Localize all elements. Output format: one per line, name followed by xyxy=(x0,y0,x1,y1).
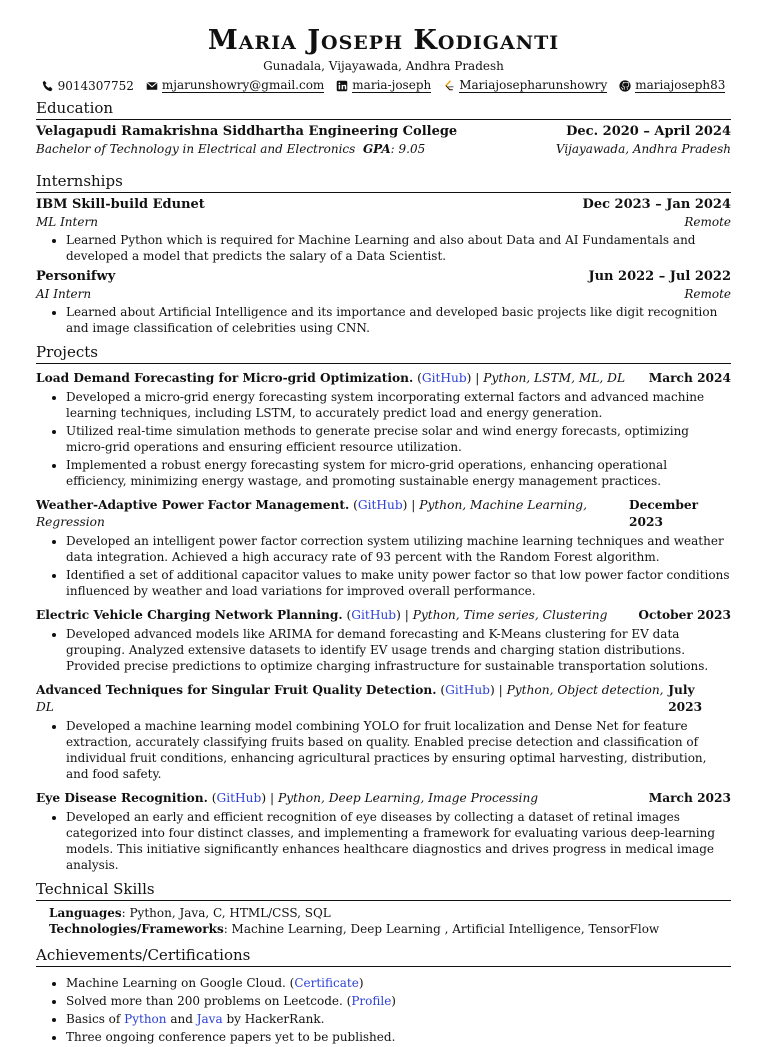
project-tech: Python, LSTM, ML, DL xyxy=(483,371,626,385)
contact-bar xyxy=(36,78,731,94)
github-link[interactable]: mariajoseph83 xyxy=(635,78,726,92)
achievement-text-end: ) xyxy=(358,976,364,990)
leetcode-icon xyxy=(443,80,455,92)
project-tech: Python, Object detection, DL xyxy=(36,683,664,714)
achievement-item xyxy=(66,1011,731,1027)
project-tech: Python, Time series, Clustering xyxy=(412,608,608,622)
gpa-label: GPA xyxy=(362,142,391,156)
project-bullet: • Developed a micro-grid energy forecasting system incorporating external factors and advanced machine learning techniques, including LSTM, to accurately predict load and energy generation. xyxy=(66,389,731,421)
project-date: October 2023 xyxy=(638,608,731,622)
contact-leetcode[interactable] xyxy=(443,79,607,93)
achievement-text-end: by HackerRank. xyxy=(222,1012,325,1026)
project-date: July 2023 xyxy=(668,683,703,714)
project-bullets xyxy=(36,389,731,489)
degree: Bachelor of Technology in Electrical and Electronics xyxy=(36,142,356,156)
project-bullet: • Identified a set of additional capacitor values to make unity power factor so that low power factor conditions influenced by weather and load variations for improved overall performance. xyxy=(66,567,731,599)
skills-block xyxy=(36,905,731,937)
achievement-text-mid: and xyxy=(166,1012,197,1026)
school-name: Velagapudi Ramakrishna Siddhartha Engineering College xyxy=(36,124,458,139)
internship-location: Remote xyxy=(684,215,731,229)
resume-page xyxy=(36,24,731,1047)
project-bullets xyxy=(36,533,731,599)
github-project-link[interactable]: GitHub xyxy=(445,683,490,697)
contact-linkedin[interactable] xyxy=(336,79,431,93)
project-title-line: Electric Vehicle Charging Network Planning. (GitHub) | Python, Time series, Clustering xyxy=(36,608,608,622)
candidate-name: Maria Joseph Kodiganti xyxy=(207,25,560,56)
project-bullet: • Developed an intelligent power factor correction system utilizing machine learning techniques and weather data integration. Achieved a high accuracy rate of 93 percent with the Random Forest algorithm. xyxy=(66,533,731,565)
project-name: Electric Vehicle Charging Network Planning. xyxy=(36,608,343,622)
internship-role-row xyxy=(36,286,731,302)
github-project-link[interactable]: GitHub xyxy=(351,608,397,622)
project-date: December 2023 xyxy=(629,498,699,529)
achievement-text-end: ) xyxy=(391,994,396,1008)
github-project-link[interactable]: GitHub xyxy=(357,498,403,512)
project-title-line: Weather-Adaptive Power Factor Management. (GitHub) | Python, Machine Learning, Regression xyxy=(36,498,587,529)
skills-heading: Technical Skills xyxy=(36,879,731,901)
project-bullet: • Developed an early and efficient recognition of eye diseases by collecting a dataset of retinal images categorized into four distinct classes, and implementing a framework for evaluating various deep-learning models. This initiative significantly enhances healthcare diagnostics and drives progress in medical image analysis. xyxy=(66,809,731,873)
project-date: March 2023 xyxy=(648,791,731,805)
github-project-link[interactable]: GitHub xyxy=(421,371,467,385)
project-bullets xyxy=(36,809,731,873)
internship-role-row xyxy=(36,214,731,230)
envelope-icon xyxy=(146,80,158,92)
achievement-text: Machine Learning on Google Cloud. ( xyxy=(66,976,295,990)
achievement-text: Solved more than 200 problems on Leetcode. ( xyxy=(66,994,352,1008)
project-name: Advanced Techniques for Singular Fruit Quality Detection. xyxy=(36,683,437,697)
degree-line xyxy=(36,141,425,157)
project-header xyxy=(36,370,731,387)
project-title-line: Eye Disease Recognition. (GitHub) | Python, Deep Learning, Image Processing xyxy=(36,791,539,805)
technologies-label: Technologies/Frameworks xyxy=(49,922,224,936)
project-tech: Python, Deep Learning, Image Processing xyxy=(277,791,539,805)
internship-bullet: • Learned Python which is required for Machine Learning and also about Data and AI Fundamentals and developed a model that predicts the salary of a Data Scientist. xyxy=(66,232,731,264)
profile-link[interactable]: Profile xyxy=(351,994,392,1008)
linkedin-link[interactable]: maria-joseph xyxy=(352,78,432,92)
technologies-list: : Machine Learning, Deep Learning , Artificial Intelligence, TensorFlow xyxy=(223,922,660,936)
project-name: Weather-Adaptive Power Factor Management. xyxy=(36,498,350,512)
internship-company: Personifwy xyxy=(36,269,116,284)
internship-dates: Dec 2023 – Jan 2024 xyxy=(582,197,731,212)
certificate-link[interactable]: Certificate xyxy=(294,976,359,990)
education-dates: Dec. 2020 – April 2024 xyxy=(566,124,731,139)
address: Gunadala, Vijayawada, Andhra Pradesh xyxy=(263,59,504,73)
project-date: March 2024 xyxy=(648,371,731,385)
languages-label: Languages xyxy=(49,906,122,920)
project-header xyxy=(36,607,731,624)
project-title-line: Load Demand Forecasting for Micro-grid Optimization. (GitHub) | Python, LSTM, ML, DL xyxy=(36,371,626,385)
skills-languages xyxy=(49,905,731,921)
achievement-item xyxy=(66,993,731,1009)
achievements-block xyxy=(36,975,731,1045)
project-bullets xyxy=(36,626,731,674)
python-link[interactable]: Python xyxy=(124,1012,167,1026)
achievement-item xyxy=(66,975,731,991)
internship-bullets xyxy=(36,232,731,264)
internship-row xyxy=(36,268,731,286)
internship-bullets xyxy=(36,304,731,336)
project-header xyxy=(36,682,731,716)
project-header xyxy=(36,790,731,807)
skills-technologies xyxy=(49,921,731,937)
project-tech: Python, Machine Learning, Regression xyxy=(36,498,587,529)
internship-row xyxy=(36,196,731,214)
education-row xyxy=(36,123,731,141)
internship-role: AI Intern xyxy=(36,287,92,301)
project-bullet: • Utilized real-time simulation methods to generate precise solar and wind energy forecasts, optimizing micro-grid operations and ensuring efficient resource utilization. xyxy=(66,423,731,455)
project-bullets xyxy=(36,718,731,782)
contact-email[interactable] xyxy=(146,79,324,93)
achievements-heading: Achievements/Certifications xyxy=(36,945,731,967)
education-heading: Education xyxy=(36,98,731,120)
achievement-text: Basics of xyxy=(66,1012,125,1026)
internship-dates: Jun 2022 – Jul 2022 xyxy=(588,269,731,284)
java-link[interactable]: Java xyxy=(196,1012,223,1026)
project-bullet: • Developed advanced models like ARIMA for demand forecasting and K-Means clustering for EV data grouping. Analyzed extensive datasets to identify EV usage trends and charging station distributions. Provided precise predictions to optimize charging infrastructure for sustainable transportation solutions. xyxy=(66,626,731,674)
internship-company: IBM Skill-build Edunet xyxy=(36,197,205,212)
email-link[interactable]: mjarunshowry@gmail.com xyxy=(161,78,325,92)
github-icon xyxy=(619,80,631,92)
internships-heading: Internships xyxy=(36,171,731,193)
project-name: Eye Disease Recognition. xyxy=(36,791,208,805)
education-detail-row xyxy=(36,141,731,157)
leetcode-link[interactable]: Mariajosepharunshowry xyxy=(459,78,608,92)
github-project-link[interactable]: GitHub xyxy=(216,791,262,805)
education-location: Vijayawada, Andhra Pradesh xyxy=(555,142,731,156)
project-header xyxy=(36,497,731,531)
gpa-value: : 9.05 xyxy=(390,142,426,156)
projects-heading: Projects xyxy=(36,342,731,364)
project-title-line: Advanced Techniques for Singular Fruit Quality Detection. (GitHub) | Python, Object detection, DL xyxy=(36,683,664,714)
phone-number: 9014307752 xyxy=(57,79,134,93)
achievement-item: • Three ongoing conference papers yet to be published. xyxy=(66,1029,731,1045)
project-bullet: • Implemented a robust energy forecasting system for micro-grid operations, enhancing operational efficiency, minimizing energy wastage, and promoting sustainable energy management practices. xyxy=(66,457,731,489)
languages-list: : Python, Java, C, HTML/CSS, SQL xyxy=(121,906,331,920)
internship-role: ML Intern xyxy=(36,215,98,229)
project-name: Load Demand Forecasting for Micro-grid Optimization. xyxy=(36,371,414,385)
contact-github[interactable] xyxy=(619,79,725,93)
phone-icon xyxy=(42,80,54,92)
project-bullet: • Developed a machine learning model combining YOLO for fruit localization and Dense Net for feature extraction, accurately classifying fruits based on quality. Enabled precise detection and classification of individual fruit conditions, enhancing agricultural practices by ensuring optimal harvesting, distribution, and food safety. xyxy=(66,718,731,782)
linkedin-icon xyxy=(336,80,348,92)
achievements-list xyxy=(36,975,731,1045)
contact-phone[interactable] xyxy=(42,78,134,94)
internship-bullet: • Learned about Artificial Intelligence and its importance and developed basic projects like digit recognition and image classification of celebrities using CNN. xyxy=(66,304,731,336)
internship-location: Remote xyxy=(684,287,731,301)
